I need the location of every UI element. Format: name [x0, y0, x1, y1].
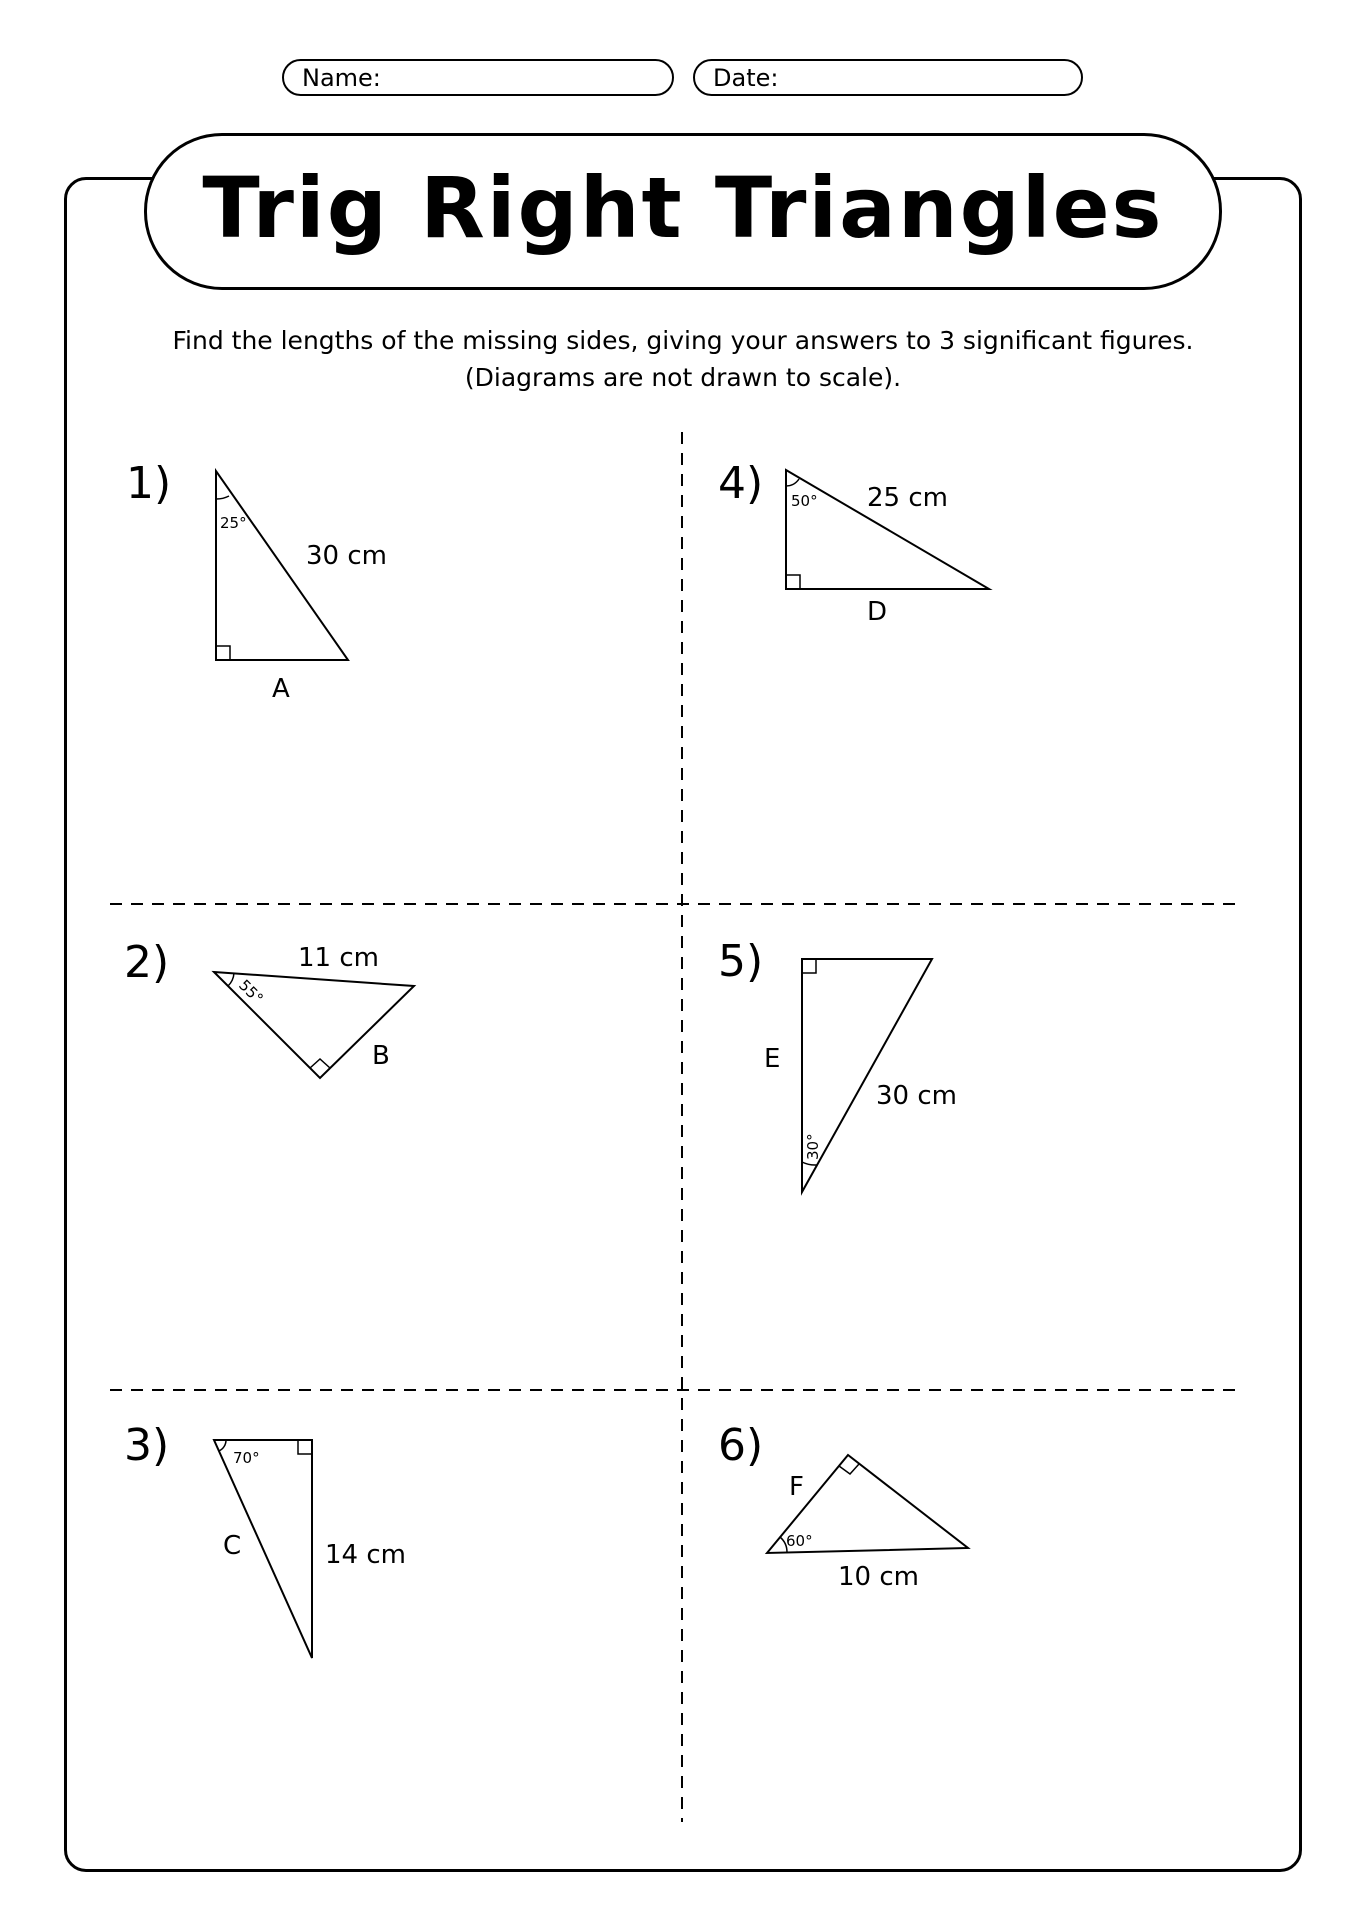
problem-4: [718, 458, 989, 627]
problem-3: [124, 1420, 406, 1658]
right-angle-marker: [786, 575, 800, 589]
problem-6: [718, 1420, 968, 1592]
angle-label: 60°: [786, 1532, 813, 1550]
unknown-label: D: [867, 597, 888, 627]
problem-number: 2): [124, 937, 170, 988]
angle-arc: [228, 973, 234, 986]
side-label: 10 cm: [838, 1562, 919, 1592]
angle-label: 70°: [233, 1449, 260, 1467]
problem-number: 3): [124, 1420, 170, 1471]
angle-arc: [216, 496, 229, 499]
angle-arc: [219, 1440, 226, 1451]
problem-5: [718, 936, 957, 1192]
problem-number: 6): [718, 1420, 764, 1471]
right-angle-marker: [839, 1464, 859, 1474]
right-angle-marker: [802, 959, 816, 973]
side-label: 30 cm: [306, 541, 387, 571]
problem-1: [126, 458, 387, 704]
date-label: Date:: [713, 64, 779, 92]
side-label: 25 cm: [867, 483, 948, 513]
angle-arc: [802, 1162, 817, 1165]
right-angle-marker: [216, 646, 230, 660]
problem-number: 4): [718, 458, 764, 509]
instructions-line-2: (Diagrams are not drawn to scale).: [464, 363, 902, 392]
side-label: 11 cm: [298, 943, 379, 973]
instructions-line-1: Find the lengths of the missing sides, giving your answers to 3 significant figures.: [172, 326, 1194, 355]
angle-arc: [786, 479, 799, 486]
unknown-label: C: [223, 1531, 242, 1561]
unknown-label: B: [372, 1041, 390, 1071]
name-label: Name:: [302, 64, 381, 92]
problem-2: [124, 937, 414, 1078]
side-label: 14 cm: [325, 1540, 406, 1570]
angle-label: 55°: [235, 976, 267, 1008]
page-title: Trig Right Triangles: [202, 159, 1164, 257]
problem-number: 5): [718, 936, 764, 987]
angle-label: 25°: [220, 514, 247, 532]
right-angle-marker: [298, 1440, 312, 1454]
unknown-label: A: [272, 674, 290, 704]
angle-label: 30°: [804, 1133, 822, 1160]
problem-number: 1): [126, 458, 172, 509]
right-angle-marker: [310, 1059, 330, 1068]
side-label: 30 cm: [876, 1081, 957, 1111]
unknown-label: E: [764, 1044, 781, 1074]
unknown-label: F: [789, 1472, 804, 1502]
angle-label: 50°: [791, 492, 818, 510]
